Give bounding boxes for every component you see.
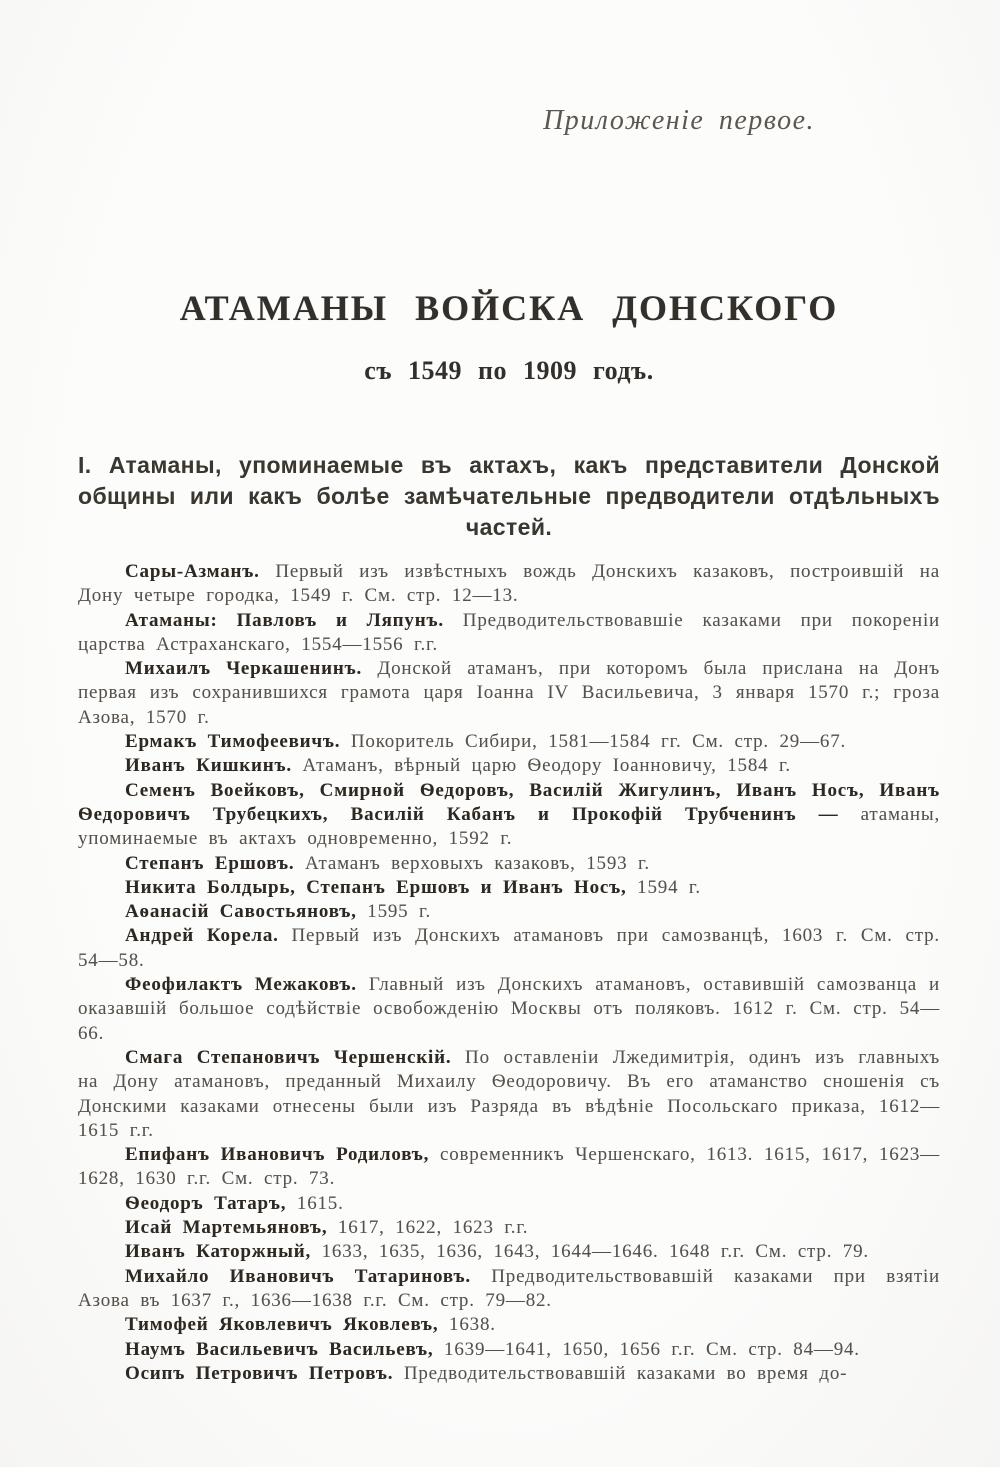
ataman-name: Ѳеодоръ Татаръ,: [125, 1192, 287, 1214]
ataman-description: По оставленіи Лжедимитрія, одинъ изъ главныхъ на Дону атамановъ, преданный Михаилу Ѳеодоровичу. Въ его атаманство сношенія съ Донскими казаками отнесены были изъ Разряда въ вѣдѣніе Посольскаго приказа, 1612—1615 г.г.: [78, 1046, 941, 1141]
ataman-entry: [78, 1362, 940, 1386]
ataman-name: Феофилактъ Межаковъ.: [125, 974, 357, 996]
ataman-name: Исай Мартемьяновъ,: [125, 1217, 328, 1239]
ataman-description: 1595 г.: [367, 901, 432, 923]
ataman-entry: [78, 1313, 940, 1337]
ataman-description: Первый изъ Донскихъ атамановъ при самозванцѣ, 1603 г. См. стр. 54—58.: [78, 925, 940, 971]
ataman-entry: [78, 973, 940, 1046]
ataman-name: Атаманы: Павловъ и Ляпунъ.: [125, 609, 444, 631]
ataman-description: Главный изъ Донскихъ атамановъ, оставившій самозванца и оказавшій большое содѣйствіе освобожденію Москвы отъ поляковъ. 1612 г. См. стр. 54—66.: [78, 974, 940, 1044]
ataman-description: 1638.: [449, 1314, 496, 1336]
page-subtitle: съ 1549 по 1909 годъ.: [364, 356, 654, 385]
ataman-entry: [78, 900, 940, 924]
ataman-name: Семенъ Воейковъ, Смирной Ѳедоровъ, Василій Жигулинъ, Иванъ Носъ, Иванъ Ѳедоровичъ Трубецкихъ, Василій Кабанъ и Прокофій Трубченинъ —: [78, 779, 940, 825]
ataman-description: 1594 г.: [637, 876, 701, 898]
ataman-entry: [78, 1143, 940, 1192]
ataman-entry: [78, 779, 940, 852]
atamans-list: [78, 560, 940, 1386]
ataman-entry: [78, 852, 940, 876]
ataman-description: Атаманъ, вѣрный царю Ѳеодору Іоанновичу, 1584 г.: [302, 755, 791, 777]
ataman-name: Иванъ Каторжный,: [125, 1241, 312, 1263]
ataman-description: Предводительствовавшіе казаками при покореніи царства Астраханскаго, 1554—1556 г.г.: [78, 609, 940, 655]
ataman-entry: [78, 876, 940, 900]
ataman-entry: [78, 1338, 940, 1362]
ataman-entry: [78, 1192, 940, 1216]
ataman-entry: [78, 754, 940, 778]
section-heading: I. Атаманы, упоминаемые въ актахъ, какъ представители Донской общины или какъ болѣе замѣчательные предводители отдѣльныхъ частей.: [78, 452, 940, 540]
ataman-entry: [78, 1046, 940, 1143]
ataman-description: 1615.: [296, 1192, 344, 1214]
ataman-name: Епифанъ Ивановичъ Родиловъ,: [125, 1144, 430, 1166]
ataman-name: Сары-Азманъ.: [125, 561, 260, 582]
ataman-name: Аѳанасій Савостьяновъ,: [125, 901, 357, 923]
ataman-description: Донской атаманъ, при которомъ была прислана на Донъ первая изъ сохранившихся грамота царя Іоанна IV Васильевича, 3 января 1570 г.; гроза Азова, 1570 г.: [78, 658, 940, 728]
ataman-name: Ермакъ Тимофеевичъ.: [125, 731, 341, 753]
ataman-description: 1617, 1622, 1623 г.г.: [337, 1217, 529, 1239]
ataman-description: Первый изъ извѣстныхъ вождь Донскихъ казаковъ, построившій на Дону четыре городка, 1549 г. См. стр. 12—13.: [78, 561, 940, 607]
ataman-name: Степанъ Ершовъ.: [125, 852, 295, 874]
ataman-name: Михаилъ Черкашенинъ.: [125, 658, 363, 680]
ataman-name: Иванъ Кишкинъ.: [125, 755, 292, 777]
ataman-name: Смага Степановичъ Чершенскій.: [125, 1046, 452, 1068]
ataman-name: Михайло Ивановичъ Татариновъ.: [125, 1265, 471, 1287]
ataman-description: Атаманъ верховыхъ казаковъ, 1593 г.: [304, 852, 650, 874]
page-title: АТАМАНЫ ВОЙСКА ДОНСКОГО: [179, 288, 839, 328]
ataman-entry: [78, 1216, 940, 1240]
ataman-description: современникъ Чершенскаго, 1613. 1615, 1617, 1623—1628, 1630 г.г. См. стр. 73.: [78, 1144, 940, 1190]
ataman-name: Наумъ Васильевичъ Васильевъ,: [125, 1338, 434, 1360]
ataman-description: 1639—1641, 1650, 1656 г.г. См. стр. 84—94.: [444, 1338, 860, 1360]
ataman-entry: [78, 1240, 940, 1264]
appendix-note: Приложеніе первое.: [543, 105, 815, 136]
ataman-entry: [78, 924, 940, 973]
ataman-description: атаманы, упоминаемые въ актахъ одновременно, 1592 г.: [78, 803, 940, 850]
ataman-entry: [78, 730, 940, 754]
ataman-description: Покоритель Сибири, 1581—1584 гг. См. стр. 29—67.: [350, 731, 847, 753]
ataman-name: Тимофей Яковлевичъ Яковлевъ,: [125, 1314, 439, 1336]
ataman-description: Предводительствовавшій казаками при взятіи Азова въ 1637 г., 1636—1638 г.г. См. стр. 79—82.: [78, 1265, 940, 1311]
ataman-name: Никита Болдырь, Степанъ Ершовъ и Иванъ Носъ,: [125, 876, 627, 898]
ataman-name: Андрей Корела.: [125, 925, 279, 947]
ataman-name: Осипъ Петровичъ Петровъ.: [125, 1362, 394, 1384]
ataman-entry: [78, 609, 940, 658]
ataman-description: 1633, 1635, 1636, 1643, 1644—1646. 1648 г.г. См. стр. 79.: [321, 1241, 869, 1263]
ataman-entry: [78, 1265, 940, 1314]
ataman-entry: [78, 657, 940, 730]
ataman-description: Предводительствовавшій казаками во время до-: [403, 1362, 848, 1384]
ataman-entry: [78, 560, 940, 609]
